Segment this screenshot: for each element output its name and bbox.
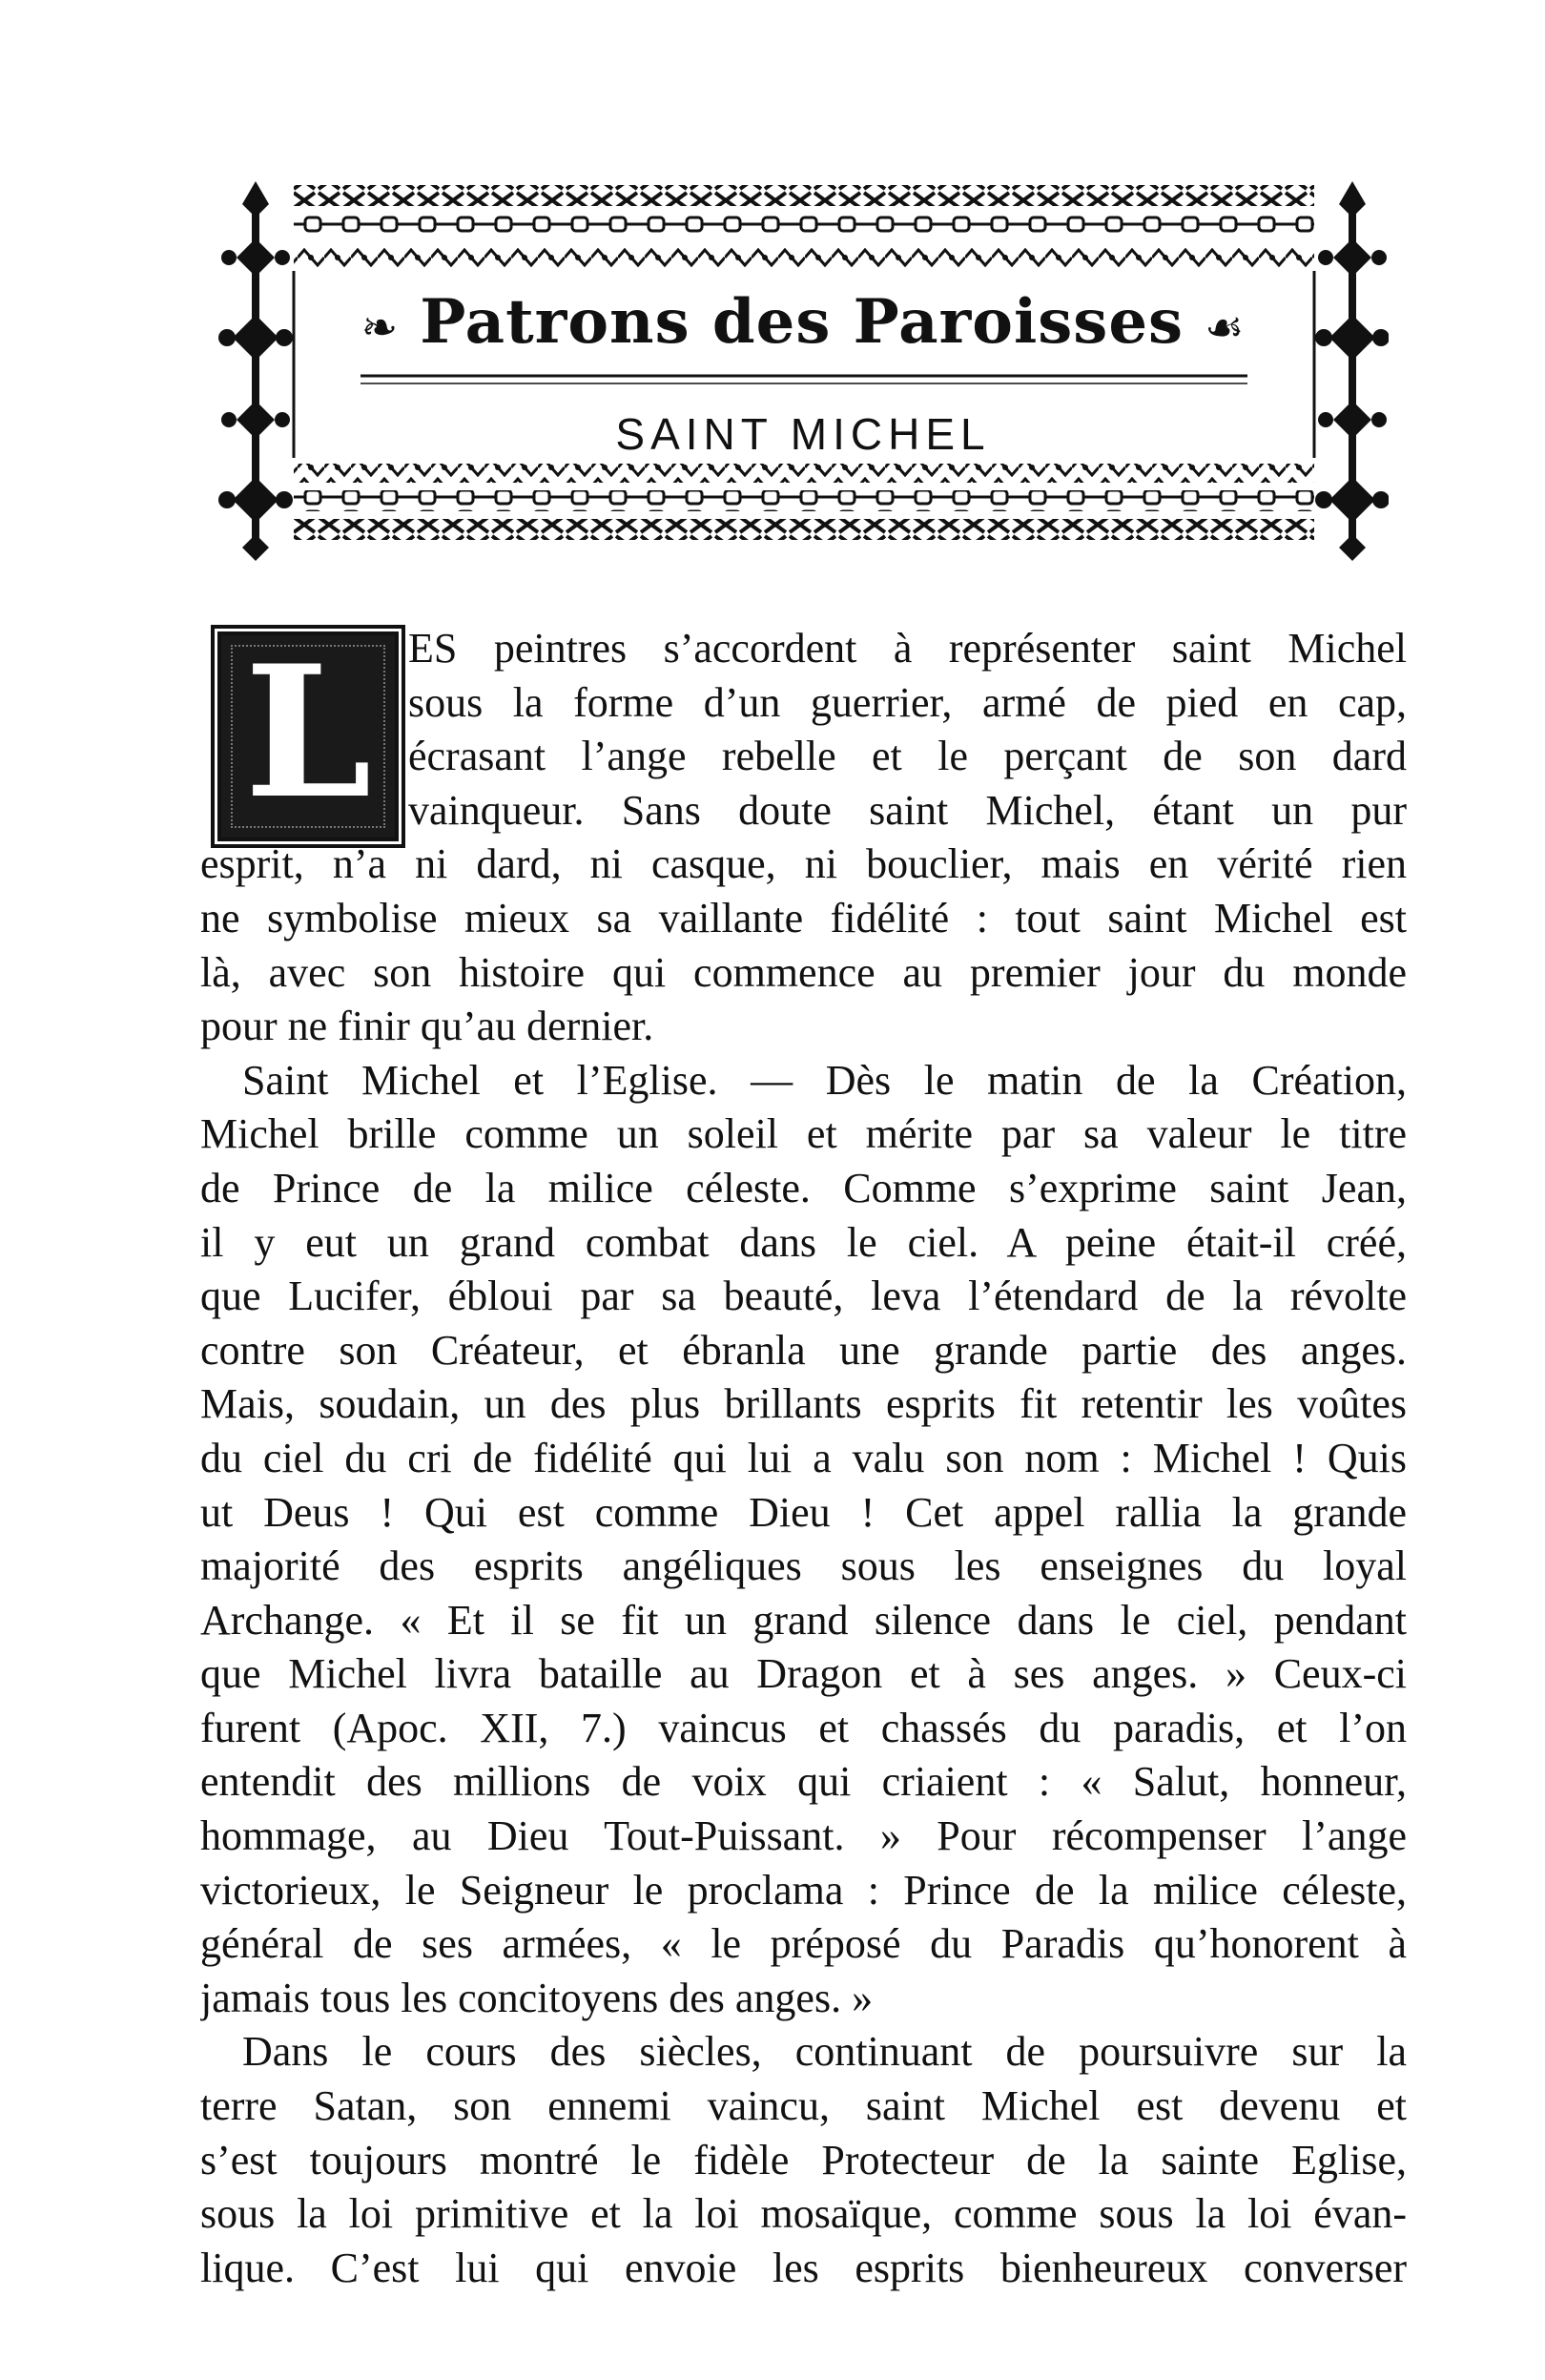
text-line: terre Satan, son ennemi vaincu, saint Michel est devenu et	[200, 2082, 1407, 2130]
text-line: ut Deus ! Qui est comme Dieu ! Cet appel rallia la grande	[200, 1488, 1407, 1536]
text-line: furent (Apoc. XII, 7.) vaincus et chassés du paradis, et l’on	[200, 1704, 1407, 1751]
text-line: Archange. « Et il se fit un grand silence dans le ciel, pendant	[200, 1596, 1407, 1644]
text-line: jamais tous les concitoyens des anges. »	[200, 1974, 874, 2021]
text-line: contre son Créateur, et ébranla une grande partie des anges.	[200, 1326, 1407, 1374]
text-line: majorité des esprits angéliques sous les enseignes du loyal	[200, 1542, 1407, 1590]
chapter-header	[217, 172, 1389, 563]
text-line: pour ne finir qu’au dernier.	[200, 1003, 654, 1050]
title-ornament-left-icon: ❧	[360, 300, 400, 353]
text-line: Michel brille comme un soleil et mérite par sa valeur le titre	[200, 1110, 1407, 1158]
text-line: esprit, n’a ni dard, ni casque, ni bouclier, mais en vérité rien	[200, 840, 1407, 888]
text-line: sous la forme d’un guerrier, armé de pied en cap,	[408, 678, 1407, 726]
text-line: là, avec son histoire qui commence au premier jour du monde	[200, 948, 1407, 996]
text-line: Dans le cours des siècles, continuant de poursuivre sur la	[242, 2028, 1407, 2076]
text-line: ES peintres s’accordent à représenter saint Michel	[408, 625, 1407, 672]
right-fleur-ornament	[1315, 181, 1389, 561]
left-fleur-ornament	[218, 181, 293, 561]
drop-cap-letter: L	[244, 626, 372, 838]
text-line: écrasant l’ange rebelle et le perçant de son dard	[408, 733, 1407, 780]
text-line: du ciel du cri de fidélité qui lui a valu son nom : Michel ! Quis	[200, 1434, 1407, 1481]
text-line: hommage, au Dieu Tout-Puissant. » Pour récompenser l’ange	[200, 1812, 1407, 1860]
text-line: que Lucifer, ébloui par sa beauté, leva l’étendard de la révolte	[200, 1273, 1407, 1320]
text-line: sous la loi primitive et la loi mosaïque, comme sous la loi évan-	[200, 2190, 1407, 2238]
text-line: vainqueur. Sans doute saint Michel, étant un pur	[408, 786, 1407, 834]
title-ornament-right-icon: ☙	[1205, 300, 1246, 353]
text-line: de Prince de la milice céleste. Comme s’exprime saint Jean,	[200, 1164, 1407, 1211]
text-line: il y eut un grand combat dans le ciel. A peine était-il créé,	[200, 1218, 1407, 1266]
text-line: que Michel livra bataille au Dragon et à ses anges. » Ceux-ci	[200, 1650, 1407, 1698]
text-line: général de ses armées, « le préposé du Paradis qu’honorent à	[200, 1920, 1407, 1968]
text-line: lique. C’est lui qui envoie les esprits bienheureux converser	[200, 2244, 1407, 2291]
text-line: s’est toujours montré le fidèle Protecteur de la sainte Eglise,	[200, 2136, 1407, 2183]
chapter-title-text: Patrons des Paroisses	[420, 286, 1184, 358]
text-line: victorieux, le Seigneur le proclama : Prince de la milice céleste,	[200, 1866, 1407, 1914]
chapter-subtitle: SAINT MICHEL	[615, 409, 991, 459]
ornamental-frame	[217, 172, 1389, 563]
section-heading-line: Saint Michel et l’Eglise. — Dès le matin de la Création,	[242, 1056, 1407, 1104]
text-line: Mais, soudain, un des plus brillants esprits fit retentir les voûtes	[200, 1380, 1407, 1428]
article-body	[200, 622, 1407, 2295]
text-line: entendit des millions de voix qui criaient : « Salut, honneur,	[200, 1758, 1407, 1806]
text-line: ne symbolise mieux sa vaillante fidélité : tout saint Michel est	[200, 894, 1407, 942]
chapter-title	[217, 286, 1389, 358]
